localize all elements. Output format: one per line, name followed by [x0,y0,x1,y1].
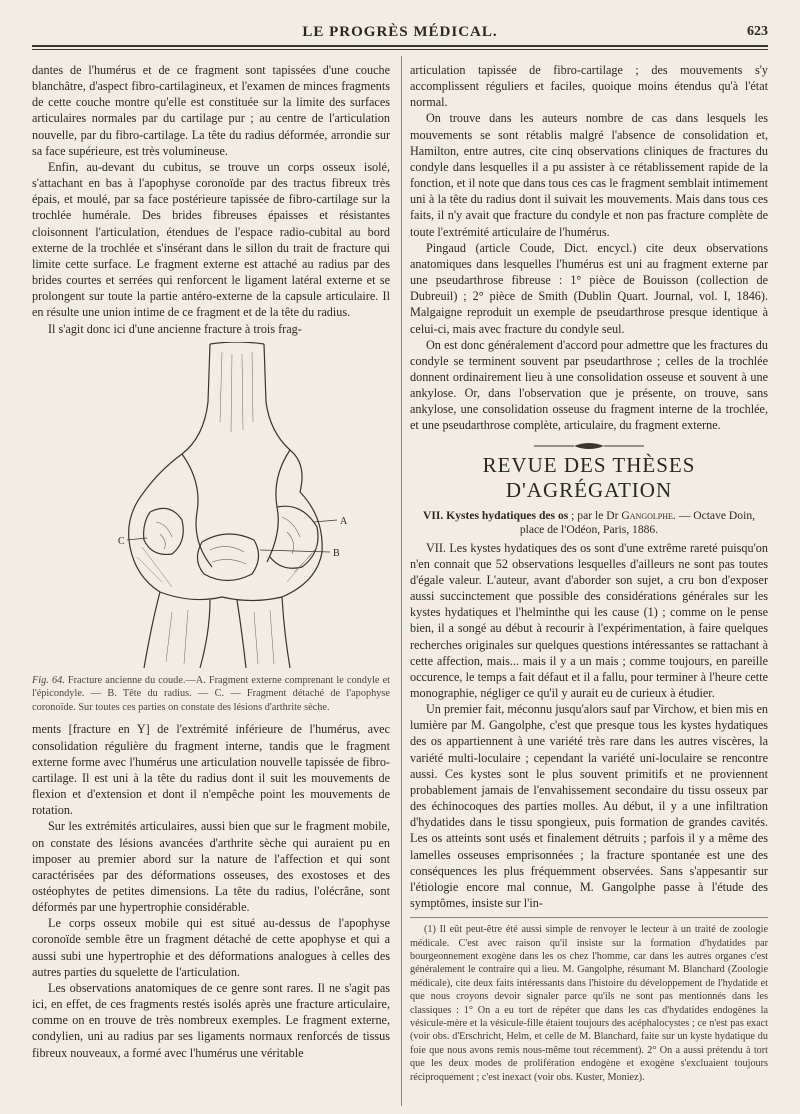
paragraph: Un premier fait, méconnu jusqu'alors sauf par Virchow, et bien mis en lumière par M. Gangolphe, c'est que presque tous les kystes hydatiques des os appartiennent à une variété très rare dans les autres viscères, la variété multi-loculaire ; cependant la variété uni-loculaire se rencontre aussi. Ces kystes sont le plus souvent primitifs et ne proviennent probablement jamais de l'envahissement secondaire du tissu osseux par des échinocoques des parties molles. Au début, il y a une infiltration d'hydatides dans le tissu spongieux, puis formation de grandes cavités. Les os atteints sont usés et finalement détruits ; parfois il y a même des lamelles osseuses emprisonnées ; la fracture spontanée est une des conséquences les plus fréquemment observées. Sans s'appesantir sur l'étiologie encore mal connue, M. Gangolphe passe à l'étude des symptômes, insiste sur l'in- [410,702,768,911]
figure-caption [32,674,390,715]
fragment-c [144,508,184,554]
article-publisher: — Octave Doin, place de l'Odéon, Paris, 1886. [519,508,756,537]
article-author: Gangolphe. [621,508,676,522]
header-rule [32,45,768,47]
paragraph: ments [fracture en Y] de l'extrémité inférieure de l'humérus, avec consolidation régulière du fragment interne, tandis que le fragment externe forme avec l'humérus une articulation nouvelle tapissée de fibro-cartilage. Il est uni à la tête du radius dont il suit les mouvements de flexion et d'extension et dont il n'empêche point les mouvements de rotation. [32,722,390,818]
radius-head-b [197,534,258,581]
paragraph: VII. Les kystes hydatiques des os sont d'une extrême rareté puisqu'on n'en connait que 52 observations lesquelles d'ailleurs ne sont pas toutes d'égale valeur. L'auteur, avant d'aborder son sujet, a cru bon d'exposer aussi succinctement que possible des considérations générales sur les kystes hydatiques et l'helminthe qui les cause (1) ; comme on le pense bien, il a songé au début à recourir à l'expérimentation, à faire quelques recherches originales sur quelques questions intéressantes se rattachant à cette affection, mais... mais il y a un mais ; comme toujours, en pareille occurence, le temps a fait défaut et il a fallu, pour terminer à l'heure cette monographie, négliger ce qu'il y aurait eu de curieux à étudier. [410,540,768,700]
paragraph: Pingaud (article Coude, Dict. encycl.) cite deux observations anatomiques dans lesquelles l'humérus est uni au fragment externe par une pseudarthrose fibreuse : 1° pièce de Bouisson (collection de Dubreuil) ; 2° pièce de Smith (Dublin Quart. Journal, vol. I, 1846). Malgaigne reproduit un exemple de pseudarthrose presque identique à celui-ci, mais avec fracture du condyle seul. [410,240,768,336]
footnote-rule [410,917,768,918]
humerus-outline-right [264,344,302,492]
footnote: (1) Il eût peut-être été aussi simple de renvoyer le lecteur à un traité de zoologie médicale. C'est avec raison qu'il insiste sur la formation d'hydatides par bourgeonnement exogène dans les os chez l'homme, car dans les autres organes c'est généralement le contraire qui a lieu. M. Gangolphe, résumant M. Blanchard (Zoologie médicale), cite deux faits intéressants dans l'histoire du développement de l'hydatide et que nous croyons devoir signaler parce qu'ils ne sont pas mentionnés dans les classiques : 1° On a eu tort de répéter que dans les cas d'hydatides endogènes la vésicule-mère et la vésicule-fille étaient toujours des acéphalocystes ; ce n'est pas exact (voir obs. d'Erschricht, Helm, et celle de M. Blanchard, faite sur un kyste hydatique du foie que nous avons remis nous-même tout récemment). 2° On a aussi prétendu à tort que les deux modes de prolifération endogène et exogène s'excluaient toujours réciproquement ; c'est inexact (voir obs. Kuster, Moniez). [410,924,768,1083]
section-ornament [410,437,768,451]
figure-caption-text: Fracture ancienne du coude.—A. Fragment externe comprenant le condyle et l'épicondyle. — B. Tête du radius. — C. — Fragment détaché de l'apophyse coronoïde. Sur toutes ces parties on constate des lésions d'arthrite sèche. [32,674,390,713]
paragraph: On trouve dans les auteurs nombre de cas dans lesquels les mouvements se sont rétablis malgré l'absence de consolidation et, Hamilton, entre autres, cite cinq observations cliniques de fractures du condyle dans lesquelles il a pu assister à ce rétablissement rapide de la fonction, et il note que dans tous ces cas le fragment semblait intimement uni à la tête du radius dont il suivait les mouvements. Mais dans tous ces faits, il n'y avait que fracture du condyle et non pas fracture complète de toute l'extrémité articulaire de l'humérus. [410,111,768,239]
page-number: 623 [747,24,768,39]
section-title: REVUE DES THÈSES D'AGRÉGATION [482,452,696,502]
page-header [32,24,768,44]
figure-caption-label: Fig. 64. [32,674,65,686]
paragraph: On est donc généralement d'accord pour admettre que les fractures du condyle se terminent souvent par pseudarthrose ; celles de la trochlée donnent ordinairement lieu à une consolidation osseuse et souvent à une ankylose. Or, dans l'observation que je présente, on trouve, sans ankylose, une consolidation osseuse du fragment interne de la trochlée, et une pseudarthrose complète, articulaire, du fragment externe. [410,337,768,433]
elbow-fracture-figure [32,342,390,670]
ulna-outline-right [200,600,210,668]
article-author-prefix: ; par le Dr [571,508,619,522]
paragraph: Sur les extrémités articulaires, aussi bien que sur le fragment mobile, on constate des lésions avancées d'arthrite sèche qui auraient pu en imposer au premier abord sur la nature de l'affection et qui sont caractérisées par des déformations osseuses, des exostoses et des ostéophytes de petites dimensions. La tête du radius, l'olécrâne, sont déformés par une hypertrophie considérable. [32,819,390,915]
fragment-a [270,506,318,568]
label-a: A [340,515,348,527]
paragraph: dantes de l'humérus et de ce fragment sont tapissées d'une couche blanchâtre, d'aspect fibro-cartilagineux, et l'examen de minces fragments de cette couche montre qu'elle est constituée sur la limite des surfaces articulaires normales par du cartilage pur ; au centre de l'articulation nouvelle, par du fibro-cartilage. La tête du radius déformée, arrondie sur sa face supérieure, est très volumineuse. [32,63,390,158]
label-b: B [333,547,340,559]
paragraph: Enfin, au-devant du cubitus, se trouve un corps osseux isolé, s'attachant en bas à l'apophyse coronoïde par des tractus fibreux très épais, et moulé, par sa face postérieure tapissée de fibro-cartilage sur la trochlée humérale. Des brides fibreuses épaisses et résistantes cloisonnent l'articulation, étendues de l'espace radio-cubital au bord externe de la trochlée et s'insérant dans le sillon du trait de fracture qui limite cette surface. Le fragment externe est attaché au radius par des brides courtes et serrées qui renforcent le ligament latéral externe et se prolongent sur toute la partie antéro-externe de la capsule articulaire. Il en résulte une union intime de ce fragment et de la tête du radius. [32,159,390,320]
paragraph: Les observations anatomiques de ce genre sont rares. Il ne s'agit pas ici, en effet, de ces fragments restés isolés après une fracture articulaire, comme on en trouve de très nombreux exemples. Le fragment externe, condylien, uni au radius par ses ligaments normaux renforcés de tissus fibreux nouveaux, a formé avec l'humérus une véritable [32,980,390,1060]
journal-title: LE PROGRÈS MÉDICAL. [302,24,498,40]
radius-outline-right [282,597,290,668]
article-heading [410,509,768,538]
column-divider [401,56,402,1106]
header-rule-thin [32,49,768,50]
radius-outline-left [237,600,246,668]
paragraph: articulation tapissée de fibro-cartilage ; des mouvements s'y accomplissent réguliers et faciles, quoique moins étendus qu'à l'état normal. [410,63,768,110]
ulna-outline-left [144,592,160,668]
right-column [410,62,768,1084]
humerus-outline-left [144,344,210,492]
paragraph: Le corps osseux mobile qui est situé au-dessus de l'apophyse coronoïde semble être un fragment détaché de cette apophyse et qui a aussi subi une hypertrophie et des déformations analogues à celles des autres parties du squelette de l'articulation. [32,916,390,979]
article-title: VII. Kystes hydatiques des os [422,508,569,522]
paragraph: Il s'agit donc ici d'une ancienne fracture à trois frag- [48,321,302,336]
fracture-line [182,454,212,567]
elbow-illustration [32,342,390,670]
label-c: C [118,535,125,547]
left-column [32,62,390,1061]
